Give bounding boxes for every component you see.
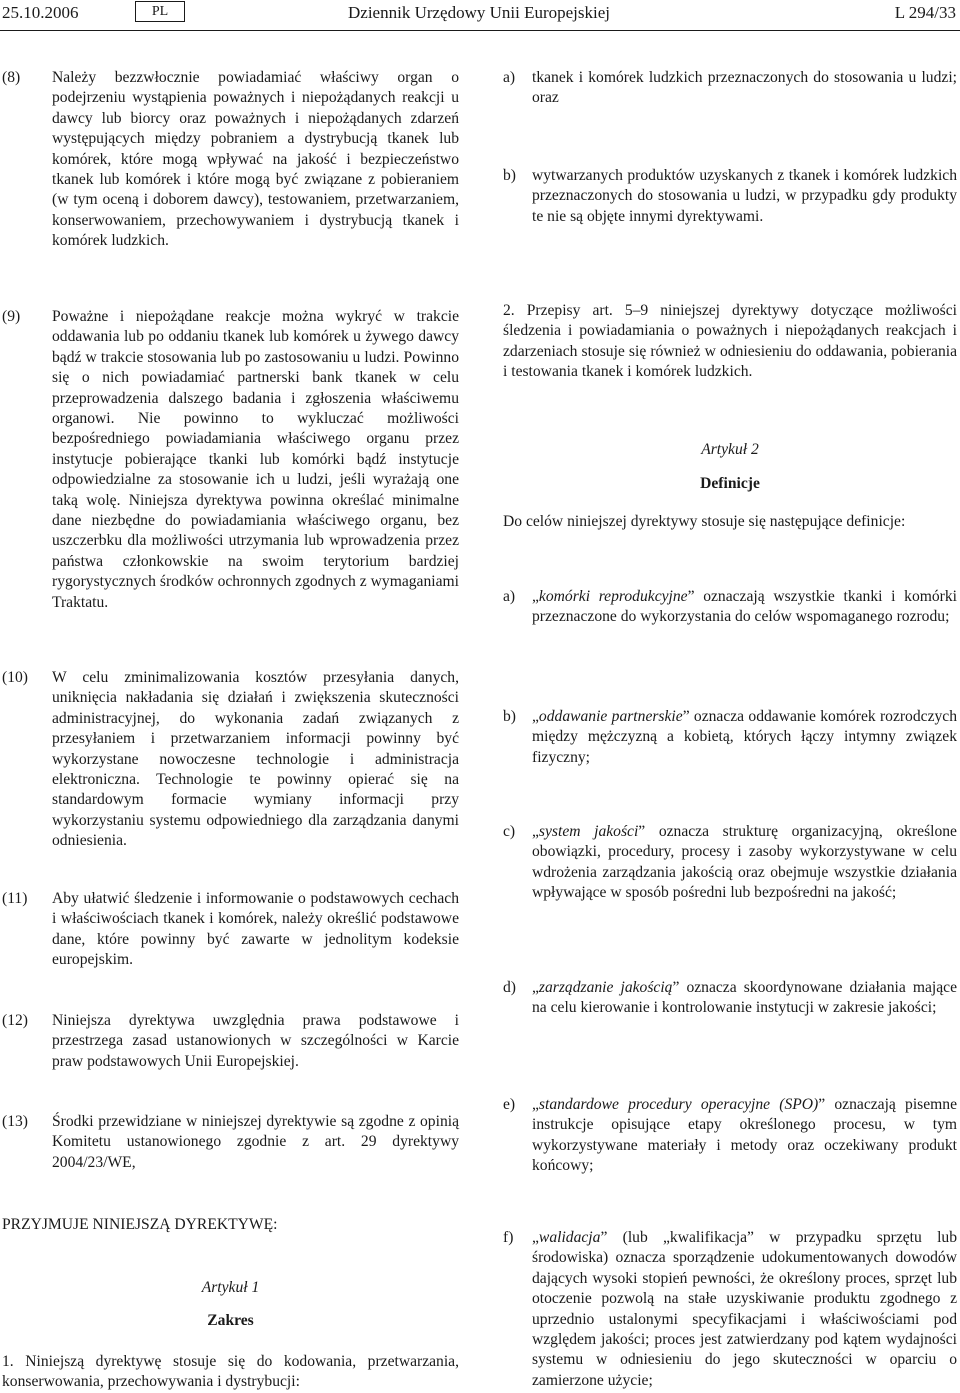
definition-a [503,587,957,628]
item-letter: d) [503,979,516,996]
scope-item-b [503,166,957,227]
recital-number: (9) [2,308,21,325]
defined-term: walidacja [538,1229,601,1246]
recital-13 [2,1112,459,1173]
item-letter: c) [503,823,516,840]
recital-text: Aby ułatwić śledzenie i informowanie o podstawowych cechach i właściwościach tkanek i komórek, należy określić podstawowe dane, które powinny być zawarte w jednolitym kodeksie europejskim. [52,890,459,969]
journal-title: Dziennik Urzędowy Unii Europejskiej [348,3,611,22]
article-1-label: Artykuł 1 [201,1279,260,1296]
recital-text: Niniejsza dyrektywa uwzględnia prawa podstawowe i przestrzega zasad ustanowionych w szczególności w Karcie praw podstawowych Unii Europejskiej. [52,1012,459,1070]
definition-c [503,822,957,904]
recital-text: W celu zminimalizowania kosztów przesyłania danych, uniknięcia nakładania się działań i zwiększenia skuteczności administracyjnej, do wykonania zadań związanych z przesyłaniem i przetwarzaniem informacji powinny być wykorzystane nowoczesne technologie i administracja elektroniczna. Technologie te powinny opierać się na standardowym formacie wymiany informacji przy wykorzystaniu systemu odpowiedniego dla zarządzania danymi odniesienia. [52,669,459,850]
article-1-paragraph-2: 2. Przepisy art. 5–9 niniejszej dyrektywy dotyczące możliwości śledzenia i powiadamiania o poważnych i niepożądanych reakcjach i zdarzeniach stosuje się również w odniesieniu do oddawania, pobierania i testowania tkanek i komórek ludzkich. [503,302,957,381]
definition-e [503,1095,957,1177]
recital-number: (10) [2,669,28,686]
definition-text: „komórki reprodukcyjne” oznaczają wszystkie tkanki i komórki przeznaczone do wykorzystania do celów wspomaganego rozrodu; [532,588,957,626]
definition-text: „zarządzanie jakością” oznacza skoordynowane działania mające na celu kierowanie i kontrolowanie instytucji w zakresie jakości; [532,979,957,1017]
recital-12 [2,1011,459,1072]
article-2-label: Artykuł 2 [701,441,759,458]
item-letter: b) [503,708,516,725]
recital-text: Należy bezzwłocznie powiadamiać właściwy organ o podejrzeniu wystąpienia poważnych i niepożądanych reakcji u dawcy lub biorcy oraz poważnych i niepożądanych zdarzeń występujących między pobraniem a dystrybucją tkanek lub komórek, które mogą wpływać na jakość i bezpieczeństwo tkanek lub komórek i które mogą być związane z pobieraniem (w tym oceną i doborem dawcy), testowaniem, przetwarzaniem, konserwowaniem, przechowywaniem i dystrybucją tkanek i komórek ludzkich. [52,69,459,250]
adoption-text: PRZYJMUJE NINIEJSZĄ DYREKTYWĘ: [2,1216,278,1233]
defined-term: standardowe procedury operacyjne (SPO) [538,1096,819,1113]
definition-d [503,978,957,1019]
recital-11 [2,889,459,971]
article-1-paragraph-1: 1. Niniejszą dyrektywę stosuje się do kodowania, przetwarzania, konserwowania, przechowywania i dystrybucji: [2,1353,459,1391]
recital-text: Poważne i niepożądane reakcje można wykryć w trakcie oddawania lub po oddaniu tkanek lub komórek u żywego dawcy bądź w trakcie stosowania lub po zastosowaniu u ludzi. Powinno się o nich powiadamiać partnerski bank tkanek w celu przeprowadzenia dalszego badania i zgłoszenia właściwemu organowi. Nie powinno to wykluczać możliwości bezpośredniego powiadamiania właściwego organu przez instytucje pobierające tkanki lub komórki bądź instytucje odpowiedzialne za stosowanie ich u ludzi, jeśli wyrażają one taką wolę. Niniejsza dyrektywa powinna określać minimalne dane niezbędne do powiadamiania właściwego organu, bez uszczerbku dla możliwości utrzymania lub wprowadzenia przez państwa członkowskie na swoim terytorium bardziej rygorystycznych środków ochronnych zgodnych z wymaganiami Traktatu. [52,308,459,611]
item-letter: e) [503,1096,516,1113]
definition-b [503,707,957,768]
definitions-intro: Do celów niniejszej dyrektywy stosuje się następujące definicje: [503,513,906,530]
language-code-box: PL [135,1,185,22]
item-letter: f) [503,1229,514,1246]
page-reference: L 294/33 [894,3,956,22]
definition-text: „standardowe procedury operacyjne (SPO)” oznaczają pisemne instrukcje opisujące etapy określonego procesu, w tym wykorzystywane materiały i metody oraz oczekiwany produkt końcowy; [532,1096,957,1175]
journal-header [0,0,960,30]
recital-number: (12) [2,1012,28,1029]
recital-number: (11) [2,890,28,907]
article-1-title: Zakres [207,1312,254,1329]
defined-term: komórki reprodukcyjne [538,588,688,605]
item-letter: a) [503,588,516,605]
recital-8 [2,68,459,252]
definition-text: „system jakości” oznacza strukturę organizacyjną, określone obowiązki, procedury, procesy i zasoby wykorzystywane w celu wdrożenia zarządzania jakością oraz obejmuje wszystkie działania wpływające w sposób pośredni lub bezpośredni na jakość; [532,823,957,902]
recital-10 [2,668,459,852]
defined-term: oddawanie partnerskie [538,708,683,725]
recital-9 [2,307,459,613]
definition-text: „oddawanie partnerskie” oznacza oddawanie komórek rozrodczych między mężczyzną a kobietą, których łączy intymny związek fizyczny; [532,708,958,766]
header-rule [0,30,960,31]
recital-number: (8) [2,69,21,86]
item-letter: a) [503,69,516,86]
definition-text: „walidacja” (lub „kwalifikacja” w przypadku sprzętu lub środowiska) oznacza sporządzenie udokumentowanych dowodów dających wysoki stopień pewności, że określony proces, sprzęt lub otoczenie pozwolą na stałe uzyskiwanie produktu zgodnego z uprzednio ustalonymi specyfikacjami i właściwościami pod względem jakości; proces jest zatwierdzany pod kątem wydajności systemu w odniesieniu do jego skuteczności w oparciu o zamierzone użycie; [532,1229,957,1389]
publication-date: 25.10.2006 [2,3,79,22]
scope-item-a [503,68,957,109]
article-2-title: Definicje [700,475,760,492]
adoption-formula [2,1215,459,1235]
defined-term: system jakości [538,823,639,840]
recital-number: (13) [2,1113,28,1130]
recital-text: Środki przewidziane w niniejszej dyrektywie są zgodne z opinią Komitetu ustanowionego zgodnie z art. 29 dyrektywy 2004/23/WE, [52,1113,459,1171]
item-text: wytwarzanych produktów uzyskanych z tkanek i komórek ludzkich przeznaczonych do stosowania u ludzi, w przypadku gdy produkty te nie są objęte innymi dyrektywami. [532,167,957,225]
item-text: tkanek i komórek ludzkich przeznaczonych do stosowania u ludzi; oraz [532,69,957,107]
definition-f [503,1228,957,1391]
defined-term: zarządzanie jakością [538,979,673,996]
item-letter: b) [503,167,516,184]
